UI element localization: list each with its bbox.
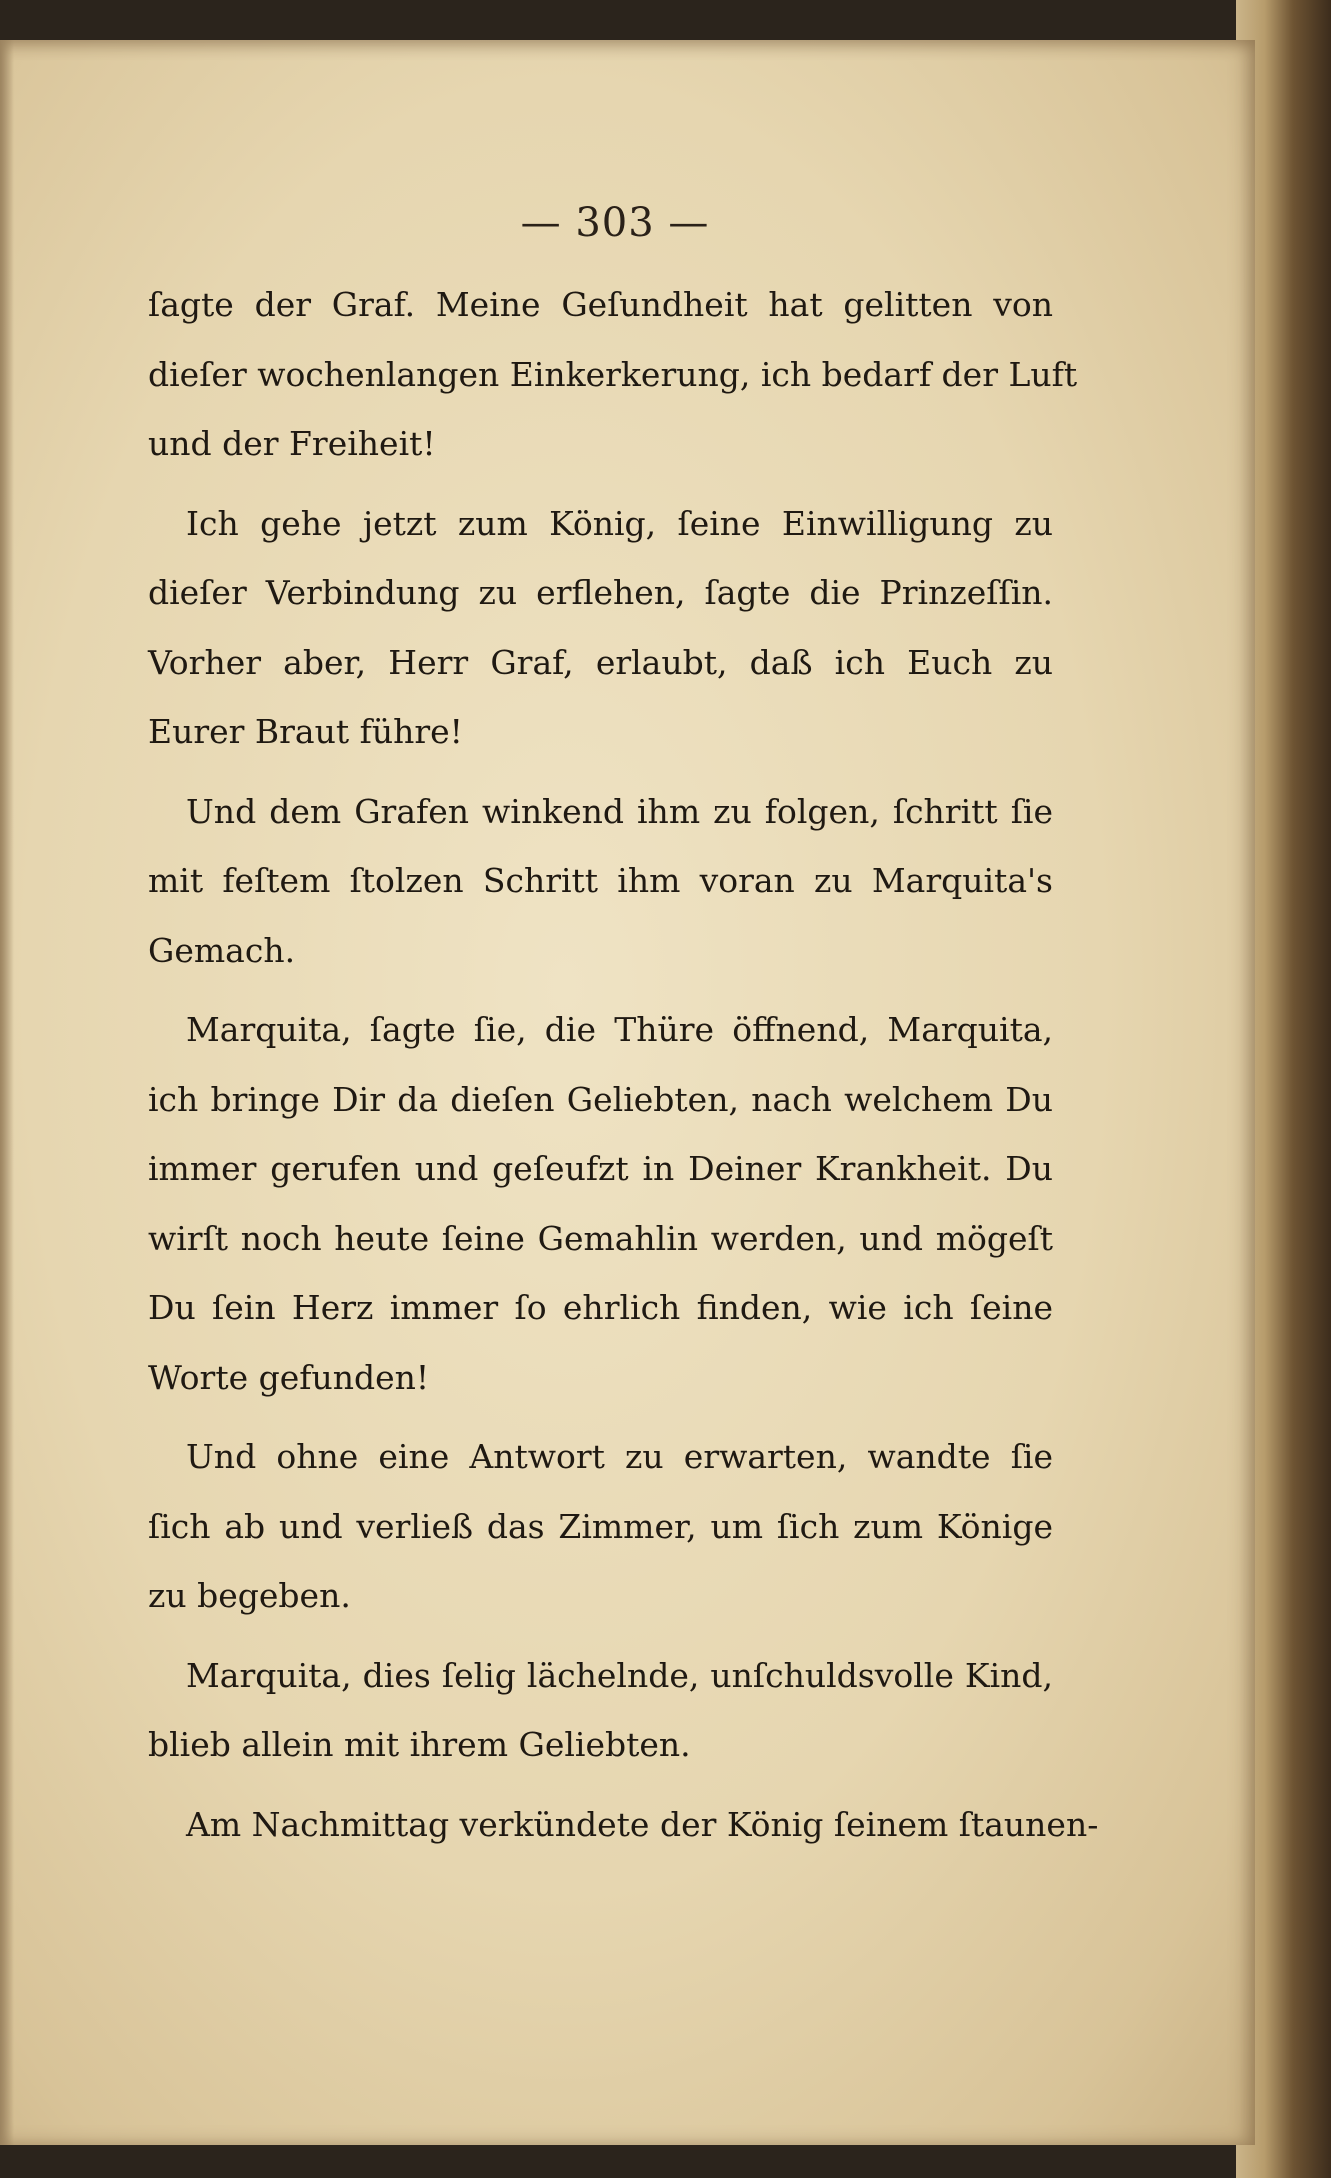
text-line: dieſer wochenlangen Einkerkerung, ich bedarf der Luft bbox=[148, 354, 1078, 394]
text-line: immer gerufen und geſeufzt in Deiner Krankheit. Du bbox=[148, 1149, 1053, 1188]
text-line: blieb allein mit ihrem Geliebten. bbox=[148, 1725, 691, 1764]
page-gutter-shadow bbox=[0, 40, 14, 2145]
paragraph bbox=[148, 777, 1053, 986]
text-line: Worte gefunden! bbox=[148, 1357, 430, 1397]
text-line: wirſt noch heute ſeine Gemahlin werden, und mögeſt bbox=[148, 1218, 1053, 1258]
text-line: Und ohne eine Antwort zu erwarten, wandte ſie bbox=[186, 1437, 1053, 1476]
page-number: — 303 — bbox=[520, 200, 710, 246]
text-line: Gemach. bbox=[148, 930, 296, 970]
text-line: mit feſtem ſtolzen Schritt ihm voran zu Marquita's bbox=[148, 861, 1053, 900]
paragraph bbox=[148, 1790, 1099, 1860]
text-line: ich bringe Dir da dieſen Geliebten, nach welchem Du bbox=[148, 1079, 1053, 1119]
text-line: ſich ab und verließ das Zimmer, um ſich zum Könige bbox=[148, 1506, 1053, 1546]
paragraph bbox=[148, 1422, 1053, 1631]
text-line: Und dem Grafen winkend ihm zu folgen, ſchritt ſie bbox=[186, 791, 1053, 831]
text-line: Ich gehe jetzt zum König, ſeine Einwilligung zu bbox=[186, 503, 1053, 543]
text-line: zu begeben. bbox=[148, 1576, 351, 1615]
text-line: ſagte der Graf. Meine Geſundheit hat gelitten von bbox=[148, 285, 1053, 324]
text-line: und der Freiheit! bbox=[148, 424, 436, 463]
page-body-text bbox=[148, 270, 1099, 1859]
text-line: Marquita, ſagte ſie, die Thüre öffnend, Marquita, bbox=[186, 1010, 1053, 1049]
paragraph bbox=[148, 270, 1078, 479]
paragraph bbox=[148, 995, 1053, 1412]
text-line: Marquita, dies ſelig lächelnde, unſchuldsvolle Kind, bbox=[186, 1655, 1053, 1695]
text-line: Eurer Braut führe! bbox=[148, 712, 463, 751]
text-line: Vorher aber, Herr Graf, erlaubt, daß ich Euch zu bbox=[148, 642, 1053, 682]
text-line: Am Nachmittag verkündete der König ſeinem ſtaunen- bbox=[186, 1804, 1099, 1844]
text-line: dieſer Verbindung zu erflehen, ſagte die Prinzeſſin. bbox=[148, 573, 1053, 612]
paragraph bbox=[148, 1641, 1053, 1780]
text-line: Du ſein Herz immer ſo ehrlich finden, wie ich ſeine bbox=[148, 1288, 1053, 1327]
paragraph bbox=[148, 489, 1053, 767]
